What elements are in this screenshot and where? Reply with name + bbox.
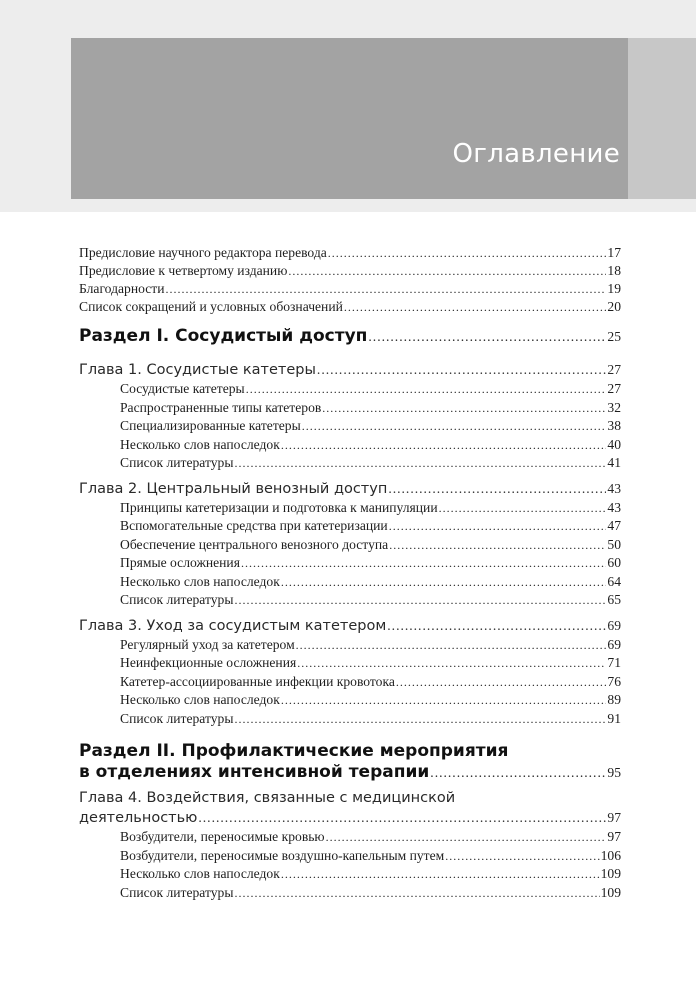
toc-page-number: 18 (607, 263, 621, 278)
toc-subentry[interactable] (79, 828, 621, 847)
toc-page-number: 69 (607, 636, 621, 652)
toc-entry-label: Несколько слов напоследок (120, 866, 280, 881)
toc-page-number: 27 (607, 362, 621, 377)
toc-chapter-4[interactable] (79, 789, 621, 828)
toc-leader-dots (166, 283, 607, 295)
toc-section-label-line2: в отделениях интенсивной терапии (79, 762, 430, 782)
toc-section-1[interactable] (79, 326, 621, 352)
toc-leader-dots (198, 812, 606, 824)
toc-leader-dots (241, 557, 606, 569)
toc-leader-dots (234, 457, 606, 469)
toc-page-number: 109 (600, 884, 621, 900)
toc-page-number: 91 (607, 710, 621, 726)
toc-leader-dots (430, 767, 606, 779)
toc-entry-label: Несколько слов напоследок (120, 692, 280, 707)
toc-subentry[interactable] (79, 417, 621, 436)
toc-leader-dots (368, 331, 606, 343)
toc-leader-dots (389, 539, 606, 551)
toc-subentry[interactable] (79, 573, 621, 592)
page-title: Оглавление (452, 139, 620, 169)
toc-entry-acknowledgements[interactable] (79, 280, 621, 298)
toc-page-number: 109 (600, 866, 621, 881)
toc-chapter-1[interactable] (79, 360, 621, 380)
toc-page-number: 64 (607, 573, 621, 589)
toc-subentry[interactable] (79, 710, 621, 729)
toc-page-number: 17 (607, 245, 621, 260)
toc-subentry[interactable] (79, 399, 621, 418)
toc-entry-label: Прямые осложнения (120, 555, 240, 570)
toc-page-number: 43 (607, 499, 621, 515)
toc-entry-label: Распространенные типы катетеров (120, 399, 322, 415)
toc-leader-dots (288, 265, 606, 277)
toc-chapter-3[interactable] (79, 616, 621, 636)
toc-entry-label: Благодарности (79, 281, 165, 296)
toc-section-2-line2 (79, 762, 621, 782)
toc-subentry[interactable] (79, 865, 621, 884)
toc-chapter-2[interactable] (79, 479, 621, 499)
toc-leader-dots (317, 364, 606, 376)
toc-entry-label: Возбудители, переносимые кровью (120, 829, 325, 844)
toc-entry-label: Обеспечение центрального венозного доступа (120, 536, 389, 552)
toc-page-number: 97 (607, 810, 621, 825)
toc-leader-dots (234, 713, 606, 725)
toc-entry-label: Предисловие научного редактора перевода (79, 245, 327, 260)
toc-subentry[interactable] (79, 847, 621, 866)
toc-page-number: 97 (607, 829, 621, 844)
toc-subentry[interactable] (79, 691, 621, 710)
toc-entry-label: Сосудистые катетеры (120, 381, 245, 396)
toc-page-number: 38 (607, 418, 621, 433)
toc-entry-label: Катетер-ассоциированные инфекции кровотока (120, 673, 395, 689)
toc-page-number: 41 (607, 455, 621, 470)
toc-entry-label: Неинфекционные осложнения (120, 655, 297, 670)
toc-entry-label: Предисловие к четвертому изданию (79, 263, 288, 278)
toc-entry-label: Несколько слов напоследок (120, 436, 280, 452)
toc-subentry[interactable] (79, 517, 621, 536)
toc-page-number: 65 (607, 592, 621, 607)
toc-leader-dots (388, 483, 606, 495)
toc-leader-dots (387, 620, 606, 632)
toc-entry-label: Список литературы (120, 592, 234, 607)
toc-page-number: 89 (607, 692, 621, 707)
toc-entry-label: Список литературы (120, 710, 234, 726)
toc-page-number: 50 (607, 536, 621, 552)
toc-entry-label: Возбудители, переносимые воздушно-капельным путем (120, 847, 445, 863)
toc-entry-label: Несколько слов напоследок (120, 573, 280, 589)
toc-entry-abbreviations[interactable] (79, 298, 621, 316)
toc-subentry[interactable] (79, 636, 621, 655)
toc-leader-dots (281, 576, 607, 588)
toc-subentry[interactable] (79, 380, 621, 399)
toc-entry-foreword-fourth-edition[interactable] (79, 262, 621, 280)
toc-leader-dots (302, 420, 607, 432)
toc-page-number: 60 (607, 555, 621, 570)
toc-entry-label: Вспомогательные средства при катетеризации (120, 518, 388, 533)
toc-chapter-label: Глава 1. Сосудистые катетеры (79, 362, 316, 378)
toc-page-number: 20 (607, 299, 621, 314)
toc-page-number: 32 (607, 399, 621, 415)
toc-page-number: 76 (607, 673, 621, 689)
toc-subentry[interactable] (79, 673, 621, 692)
toc-leader-dots (281, 439, 607, 451)
toc-chapter-4-line2 (79, 808, 621, 828)
toc-page-number: 95 (607, 765, 621, 780)
toc-leader-dots (297, 657, 606, 669)
toc-subentry[interactable] (79, 884, 621, 903)
header-box (71, 38, 628, 199)
toc-leader-dots (439, 502, 607, 514)
toc-subentry[interactable] (79, 654, 621, 673)
toc-subentry[interactable] (79, 554, 621, 573)
toc-leader-dots (296, 639, 607, 651)
toc-entry-label: Регулярный уход за катетером (120, 636, 295, 652)
toc-section-2[interactable] (79, 740, 621, 782)
toc-entry-label: Принципы катетеризации и подготовка к манипуляции (120, 499, 438, 515)
toc-page-number: 40 (607, 436, 621, 452)
toc-leader-dots (234, 887, 599, 899)
toc-leader-dots (389, 520, 607, 532)
toc-chapter-label-line2: деятельностью (79, 810, 198, 826)
toc-page-number: 19 (607, 281, 621, 296)
toc-leader-dots (281, 868, 600, 880)
toc-chapter-label: Глава 3. Уход за сосудистым катетером (79, 617, 387, 634)
toc-leader-dots (344, 301, 607, 313)
toc-subentry[interactable] (79, 454, 621, 473)
toc-entry-label: Специализированные катетеры (120, 418, 301, 433)
toc-page-number: 106 (600, 847, 621, 863)
toc-leader-dots (281, 694, 607, 706)
toc-subentry[interactable] (79, 536, 621, 555)
toc-subentry[interactable] (79, 499, 621, 518)
toc-subentry[interactable] (79, 591, 621, 610)
toc-section-label: Раздел I. Сосудистый доступ (79, 326, 368, 346)
toc-chapter-label: Глава 2. Центральный венозный доступ (79, 480, 388, 497)
toc-leader-dots (396, 676, 607, 688)
toc-subentry[interactable] (79, 436, 621, 455)
toc-leader-dots (322, 402, 606, 414)
toc-page-number: 27 (607, 381, 621, 396)
toc-page-number: 71 (607, 655, 621, 670)
header-box-accent (628, 38, 696, 199)
toc-entry-label: Список литературы (120, 455, 234, 470)
toc-chapter-label-line1: Глава 4. Воздействия, связанные с медицинской (79, 790, 456, 806)
toc-page-number: 69 (607, 617, 621, 633)
toc-section-label-line1: Раздел II. Профилактические мероприятия (79, 741, 509, 761)
toc-leader-dots (445, 850, 599, 862)
toc-leader-dots (326, 831, 607, 843)
toc-page-number: 47 (607, 518, 621, 533)
toc-entry-label: Список литературы (120, 884, 234, 900)
toc-leader-dots (246, 383, 607, 395)
toc-entry-foreword-editor[interactable] (79, 244, 621, 262)
toc-page-number: 25 (607, 329, 621, 344)
toc-leader-dots (234, 594, 606, 606)
toc-page-number: 43 (607, 480, 621, 496)
toc-leader-dots (328, 247, 607, 259)
toc-entry-label: Список сокращений и условных обозначений (79, 299, 343, 314)
table-of-contents (79, 244, 621, 902)
